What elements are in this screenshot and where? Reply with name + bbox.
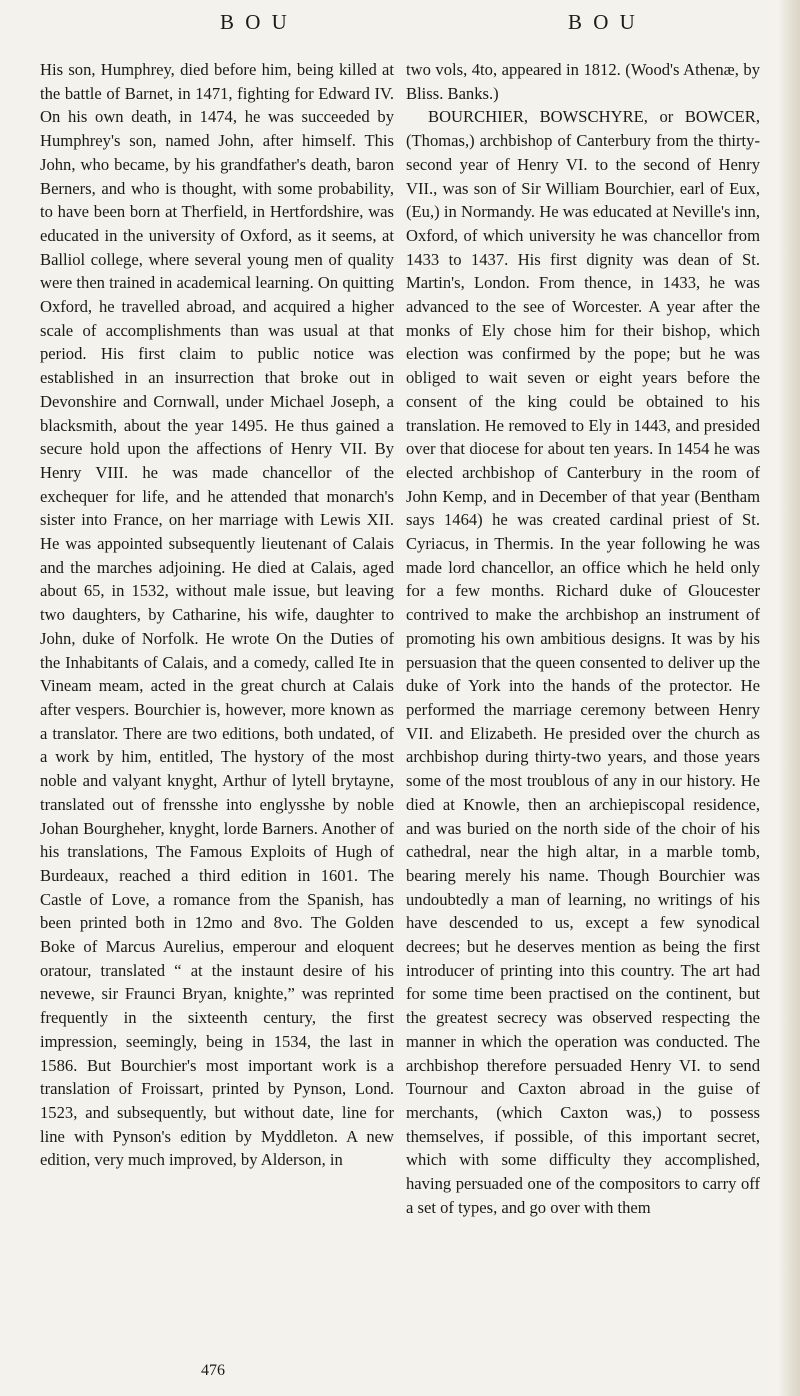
- right-column-paragraph-bourchier-entry: BOURCHIER, BOWSCHYRE, or BOWCER, (Thomas,) archbishop of Canterbury from the thirty-second year of Henry VI. to the second of Henry VII., was son of Sir William Bourchier, earl of Eux, (Eu,) in Normandy. He was educated at Neville's inn, Oxford, of which university he was chancellor from 1433 to 1437. His first dignity was dean of St. Martin's, London. From thence, in 1433, he was advanced to the see of Worcester. A year after the monks of Ely chose him for their bishop, which election was confirmed by the pope; but he was obliged to wait seven or eight years before the consent of the king could be obtained to his translation. He removed to Ely in 1443, and presided over that diocese for about ten years. In 1454 he was elected archbishop of Canterbury in the room of John Kemp, and in December of that year (Bentham says 1464) he was created cardinal priest of St. Cyriacus, in Thermis. In the year following he was made lord chancellor, an office which he held only for a few months. Richard duke of Gloucester contrived to make the archbishop an instrument of promoting his own ambitious designs. It was by his persuasion that the queen consented to deliver up the duke of York into the hands of the protector. He performed the marriage ceremony between Henry VII. and Elizabeth. He presided over the church as archbishop during thirty-two years, and those years some of the most troublous of any in our history. He died at Knowle, then an archiepiscopal residence, and was buried on the north side of the choir of his cathedral, near the high altar, in a marble tomb, bearing merely his name. Though Bourchier was undoubtedly a man of learning, no writings of his have descended to us, except a few synodical decrees; but he deserves mention as being the first introducer of printing into this country. The art had for some time been practised on the continent, but the greatest secrecy was observed respecting the manner in which the operation was conducted. The archbishop therefore persuaded Henry VI. to send Tournour and Caxton abroad in the guise of merchants, (which Caxton was,) to possess themselves, if possible, of this important secret, which with some difficulty they accomplished, having persuaded one of the compositors to carry off a set of types, and go over with them: [406, 107, 760, 1217]
- running-head-left: B O U: [220, 10, 290, 34]
- page-number: 476: [201, 1362, 225, 1379]
- right-column-paragraph-continuation: two vols, 4to, appeared in 1812. (Wood's Athenæ, by Bliss. Banks.): [406, 60, 760, 103]
- left-column-paragraph: His son, Humphrey, died before him, being killed at the battle of Barnet, in 1471, fighting for Edward IV. On his own death, in 1474, he was succeeded by Humphrey's son, named John, after himself. This John, who became, by his grandfather's death, baron Berners, and who is thought, with some probability, to have been born at Therfield, in Hertfordshire, was educated in the university of Oxford, as it seems, at Balliol college, where several young men of quality were then trained in academical learning. On quitting Oxford, he travelled abroad, and acquired a higher scale of accomplishments than was usual at that period. His first claim to public notice was established in an insurrection that broke out in Devonshire and Cornwall, under Michael Joseph, a blacksmith, about the year 1495. He thus gained a secure hold upon the affections of Henry VII. By Henry VIII. he was made chancellor of the exchequer for life, and he attended that monarch's sister into France, on her marriage with Lewis XII. He was appointed subsequently lieutenant of Calais and the marches adjoining. He died at Calais, aged about 65, in 1532, without male issue, but leaving two daughters, by Catharine, his wife, daughter to John, duke of Norfolk. He wrote On the Duties of the Inhabitants of Calais, and a comedy, called Ite in Vineam meam, acted in the great church at Calais after vespers. Bourchier is, however, more known as a translator. There are two editions, both undated, of a work by him, entitled, The hystory of the most noble and valyant knyght, Arthur of lytell brytayne, translated out of frensshe into englysshe by noble Johan Bourgheher, knyght, lorde Barners. Another of his translations, The Famous Exploits of Hugh of Burdeaux, reached a third edition in 1601. The Castle of Love, a romance from the Spanish, has been printed both in 12mo and 8vo. The Golden Boke of Marcus Aurelius, emperour and eloquent oratour, translated “ at the instaunt desire of his nevewe, sir Fraunci Bryan, knighte,” was reprinted frequently in the sixteenth century, the first impression, seemingly, being in 1534, the last in 1586. But Bourchier's most important work is a translation of Froissart, printed by Pynson, Lond. 1523, and subsequently, but without date, line for line with Pynson's edition by Myddleton. A new edition, very much improved, by Alderson, in: [40, 60, 394, 1170]
- running-head-right: B O U: [568, 10, 638, 34]
- page-edge-shadow: [778, 0, 800, 1396]
- right-column: [406, 58, 760, 1219]
- left-column: [40, 58, 394, 1172]
- page-header: [0, 10, 800, 40]
